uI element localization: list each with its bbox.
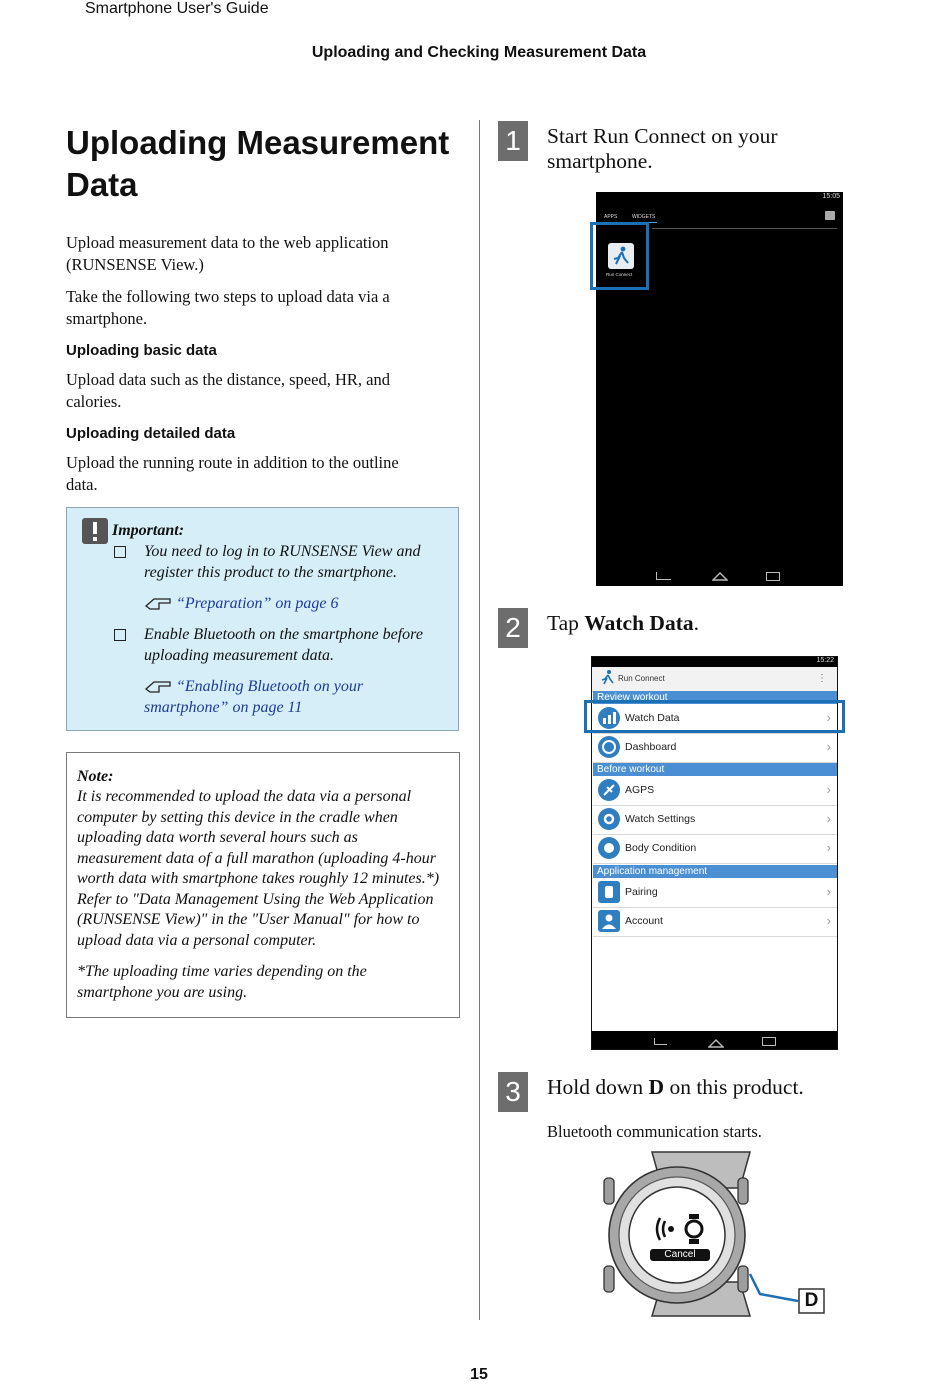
note-line: measurement data of a full marathon (uploading 4-hour: [77, 849, 436, 867]
item2-line2: uploading measurement data.: [144, 647, 335, 664]
step-2-text: [547, 611, 877, 636]
watch-illustration: [600, 1148, 840, 1320]
step-number-1: 1: [498, 121, 528, 161]
intro1-line1: Upload measurement data to the web application: [66, 233, 389, 252]
cancel-label: Cancel: [664, 1249, 696, 1260]
intro2-line1: Take the following two steps to upload data via a: [66, 287, 390, 306]
pointing-hand-icon: [144, 594, 174, 614]
important-item-2: [144, 624, 456, 666]
page-heading: [66, 122, 466, 206]
menu-item-body-condition[interactable]: [593, 834, 837, 864]
menu-item-account[interactable]: [593, 907, 837, 937]
tab-apps[interactable]: APPS: [604, 214, 618, 220]
checkbox-icon: [114, 546, 126, 558]
back-icon[interactable]: [656, 572, 671, 580]
status-bar: [592, 657, 838, 667]
chevron-right-icon: ›: [826, 710, 831, 725]
checkbox-icon: [114, 629, 126, 641]
basic-data-heading: Uploading basic data: [66, 342, 217, 359]
step3-post: on this product.: [664, 1075, 804, 1099]
item1-line2: register this product to the smartphone.: [144, 564, 398, 581]
menu-item-watch-settings[interactable]: [593, 805, 837, 835]
chevron-right-icon: ›: [826, 884, 831, 899]
watch-settings-label: Watch Settings: [625, 813, 696, 825]
step3-bold: D: [648, 1075, 665, 1099]
step-number-2: 2: [498, 608, 528, 648]
phone-screen-app-drawer: [596, 192, 843, 586]
step-3-subtext: Bluetooth communication starts.: [547, 1122, 762, 1141]
overflow-menu-icon[interactable]: ⋮: [817, 673, 827, 684]
footnote-line2: smartphone you are using.: [77, 983, 248, 1001]
note-line: upload data via a personal computer.: [77, 931, 317, 949]
tab-divider: [652, 228, 837, 229]
step3-pre: Hold down: [547, 1075, 649, 1099]
chevron-right-icon: ›: [826, 782, 831, 797]
basic-line1: Upload data such as the distance, speed, HR, and: [66, 370, 390, 389]
intro-paragraph-2: [66, 286, 461, 329]
home-icon[interactable]: [708, 1035, 724, 1050]
step1-line1: Start Run Connect on your: [547, 124, 778, 148]
menu-item-agps[interactable]: [593, 776, 837, 806]
step-number-3: 3: [498, 1072, 528, 1112]
dashboard-label: Dashboard: [625, 741, 677, 753]
basic-line2: calories.: [66, 391, 122, 411]
button-d-label: D: [804, 1290, 819, 1311]
note-body: [77, 787, 455, 951]
status-time: 15:05: [822, 193, 840, 200]
detailed-data-paragraph: [66, 452, 461, 495]
step-1-text: [547, 124, 877, 174]
highlight-box: [590, 222, 649, 290]
page-number: 15: [470, 1366, 488, 1383]
guide-title: Smartphone User's Guide: [85, 0, 269, 17]
preparation-link[interactable]: “Preparation” on page 6: [176, 595, 339, 612]
step-3-text: [547, 1075, 877, 1100]
bluetooth-link-line1[interactable]: “Enabling Bluetooth on your: [176, 678, 364, 695]
chevron-right-icon: ›: [826, 913, 831, 928]
body-condition-label: Body Condition: [625, 842, 697, 854]
note-title: Note:: [77, 768, 114, 785]
app-title: Run Connect: [618, 674, 665, 683]
note-line: (RUNSENSE View)" in the "User Manual" for how to: [77, 911, 420, 928]
step2-pre: Tap: [547, 611, 585, 635]
basic-data-paragraph: [66, 369, 461, 412]
step2-bold: Watch Data: [584, 611, 694, 635]
intro1-line2: (RUNSENSE View.): [66, 254, 204, 274]
user-icon: [598, 910, 620, 932]
pairing-label: Pairing: [625, 886, 658, 898]
important-item-1: [144, 541, 456, 583]
section-review-workout: Review workout: [593, 691, 837, 704]
intro2-line2: smartphone.: [66, 308, 148, 328]
body-condition-icon: [598, 837, 620, 859]
note-line: It is recommended to upload the data via a personal: [77, 788, 412, 805]
note-line: worth data with smartphone takes roughly 12 minutes.*): [77, 870, 440, 887]
app-label: Run Connect: [606, 272, 633, 277]
note-line: uploading data worth several hours such as: [77, 829, 358, 846]
dashboard-icon: [598, 736, 620, 758]
warning-icon: [82, 518, 108, 544]
agps-label: AGPS: [625, 784, 655, 796]
item1-line1: You need to log in to RUNSENSE View and: [144, 543, 421, 560]
item2-line1: Enable Bluetooth on the smartphone before: [144, 626, 423, 643]
back-icon[interactable]: [654, 1038, 667, 1045]
footnote-line1: *The uploading time varies depending on the: [77, 963, 367, 980]
step1-line2: smartphone.: [547, 149, 653, 173]
important-title: Important:: [112, 522, 185, 539]
note-footnote: [77, 962, 455, 1003]
detailed-data-heading: Uploading detailed data: [66, 425, 236, 442]
home-icon[interactable]: [712, 568, 728, 586]
watch-icon: [598, 881, 620, 903]
bluetooth-link[interactable]: [144, 676, 454, 718]
heading-line-1: Uploading Measurement: [66, 124, 450, 161]
note-line: Refer to "Data Management Using the Web Application: [77, 890, 434, 908]
recents-icon[interactable]: [762, 1037, 776, 1046]
section-title: Uploading and Checking Measurement Data: [311, 44, 647, 61]
menu-item-pairing[interactable]: [593, 878, 837, 908]
step2-post: .: [693, 611, 699, 635]
section-before-workout: Before workout: [593, 763, 837, 776]
section-app-management: Application management: [593, 865, 837, 878]
recents-icon[interactable]: [766, 572, 780, 581]
gear-icon: [598, 808, 620, 830]
note-line: computer by setting this device in the cradle when: [77, 808, 398, 826]
chevron-right-icon: ›: [826, 840, 831, 855]
runner-icon: [598, 669, 616, 692]
intro-paragraph-1: [66, 232, 461, 275]
detailed-line1: Upload the running route in addition to the outline: [66, 453, 399, 472]
column-divider: [479, 120, 480, 1320]
status-time: 15:22: [816, 657, 834, 664]
highlight-box: [584, 700, 845, 733]
account-label: Account: [625, 915, 663, 927]
satellite-icon: [598, 779, 620, 801]
watch-data-label: Watch Data: [625, 712, 680, 724]
chevron-right-icon: ›: [826, 811, 831, 826]
chevron-right-icon: ›: [826, 739, 831, 754]
bluetooth-link-line2[interactable]: smartphone” on page 11: [144, 699, 303, 716]
tab-widgets[interactable]: WIDGETS: [632, 214, 656, 220]
heading-line-2: Data: [66, 166, 138, 203]
detailed-line2: data.: [66, 474, 98, 494]
menu-item-dashboard[interactable]: [593, 733, 837, 763]
store-icon[interactable]: [825, 211, 835, 220]
nav-bar: [592, 1031, 838, 1050]
